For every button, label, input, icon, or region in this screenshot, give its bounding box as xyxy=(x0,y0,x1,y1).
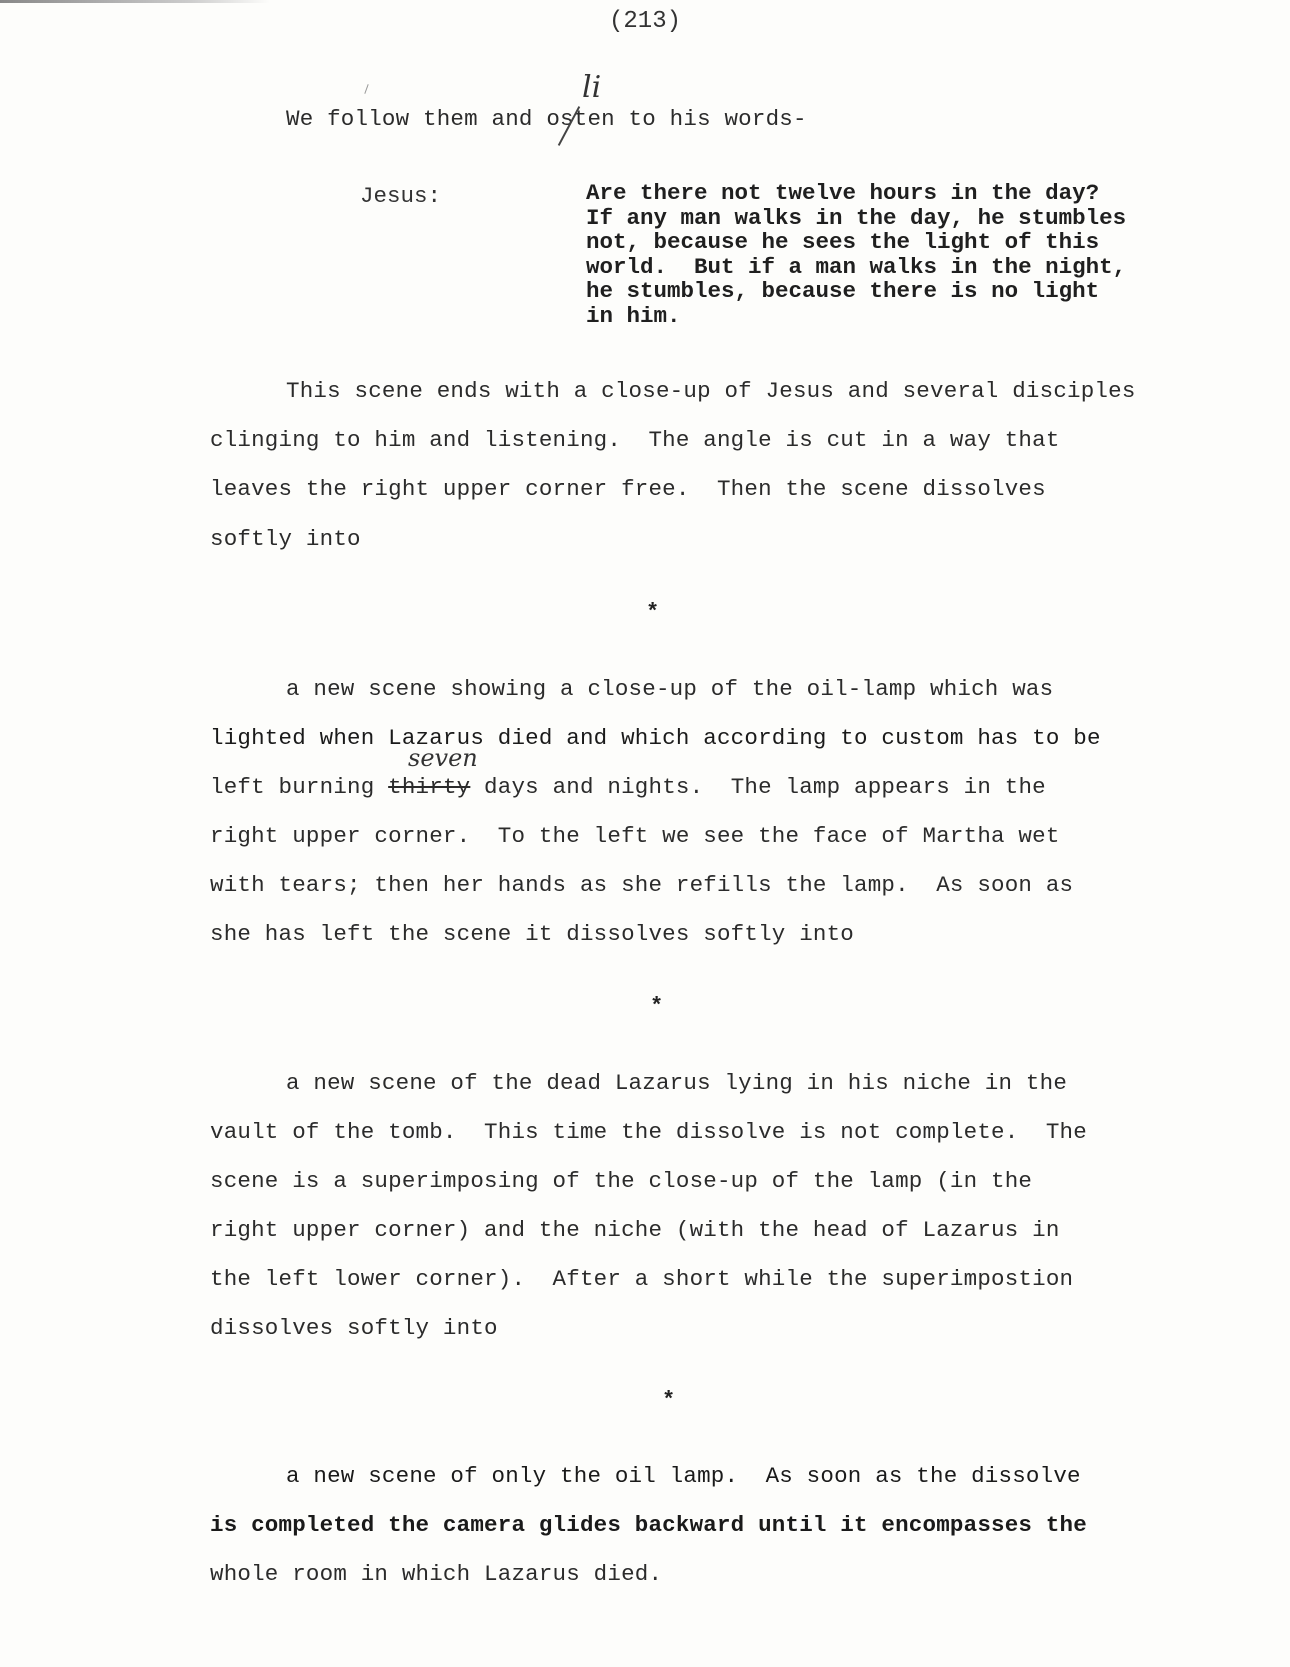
paragraph-line: with tears; then her hands as she refills the lamp. As soon as xyxy=(210,872,1074,898)
paragraph-line: lighted when Lazarus died and which according to custom has to be xyxy=(210,725,1101,751)
speech-line: not, because he sees the light of this xyxy=(586,229,1100,255)
pen-mark xyxy=(364,84,368,94)
paragraph-line: leaves the right upper corner free. Then the scene dissolves xyxy=(210,476,1046,502)
paragraph-line: a new scene of only the oil lamp. As soon as the dissolve xyxy=(286,1463,1081,1489)
struck-word: thirty xyxy=(388,774,471,800)
line-text: left burning xyxy=(210,774,389,800)
scan-edge xyxy=(0,0,270,3)
paragraph-line: whole room in which Lazarus died. xyxy=(210,1561,663,1587)
speech-line: he stumbles, because there is no light xyxy=(586,278,1100,304)
scene-separator: * xyxy=(646,600,660,625)
paragraph-line: right upper corner) and the niche (with the head of Lazarus in xyxy=(210,1217,1060,1243)
paragraph-line: dissolves softly into xyxy=(210,1315,498,1341)
paragraph-line xyxy=(210,774,1046,800)
handwritten-correction: li xyxy=(582,70,602,105)
speech-line: Are there not twelve hours in the day? xyxy=(586,180,1100,206)
paragraph-line: This scene ends with a close-up of Jesus and several disciples xyxy=(286,378,1136,404)
handwritten-correction: seven xyxy=(408,744,478,772)
speech-line: world. But if a man walks in the night, xyxy=(586,253,1127,280)
speaker-label: Jesus: xyxy=(360,183,442,209)
paragraph-line: the left lower corner). After a short while the superimpostion xyxy=(210,1266,1074,1292)
line-text: days and nights. The lamp appears in the xyxy=(470,774,1046,800)
paragraph-line: vault of the tomb. This time the dissolve is not complete. The xyxy=(210,1119,1087,1145)
scene-separator: * xyxy=(662,1388,676,1413)
paragraph-line: clinging to him and listening. The angle is cut in a way that xyxy=(210,427,1060,453)
paragraph-line: scene is a superimposing of the close-up of the lamp (in the xyxy=(210,1168,1033,1194)
paragraph-line: is completed the camera glides backward until it encompasses the xyxy=(210,1512,1087,1538)
speech-block xyxy=(586,181,1126,328)
paragraph-line: a new scene showing a close-up of the oil-lamp which was xyxy=(286,676,1054,702)
speech-line: If any man walks in the day, he stumbles xyxy=(586,204,1127,231)
page-number: (213) xyxy=(608,8,681,35)
paragraph-line: right upper corner. To the left we see the face of Martha wet xyxy=(210,823,1060,849)
scene-separator: * xyxy=(650,994,664,1019)
paragraph-line: she has left the scene it dissolves softly into xyxy=(210,921,855,947)
speech-line: in him. xyxy=(586,302,681,329)
intro-line: We follow them and osten to his words- xyxy=(286,106,807,132)
paragraph-line: softly into xyxy=(210,526,361,552)
paragraph-line: a new scene of the dead Lazarus lying in his niche in the xyxy=(286,1070,1068,1096)
